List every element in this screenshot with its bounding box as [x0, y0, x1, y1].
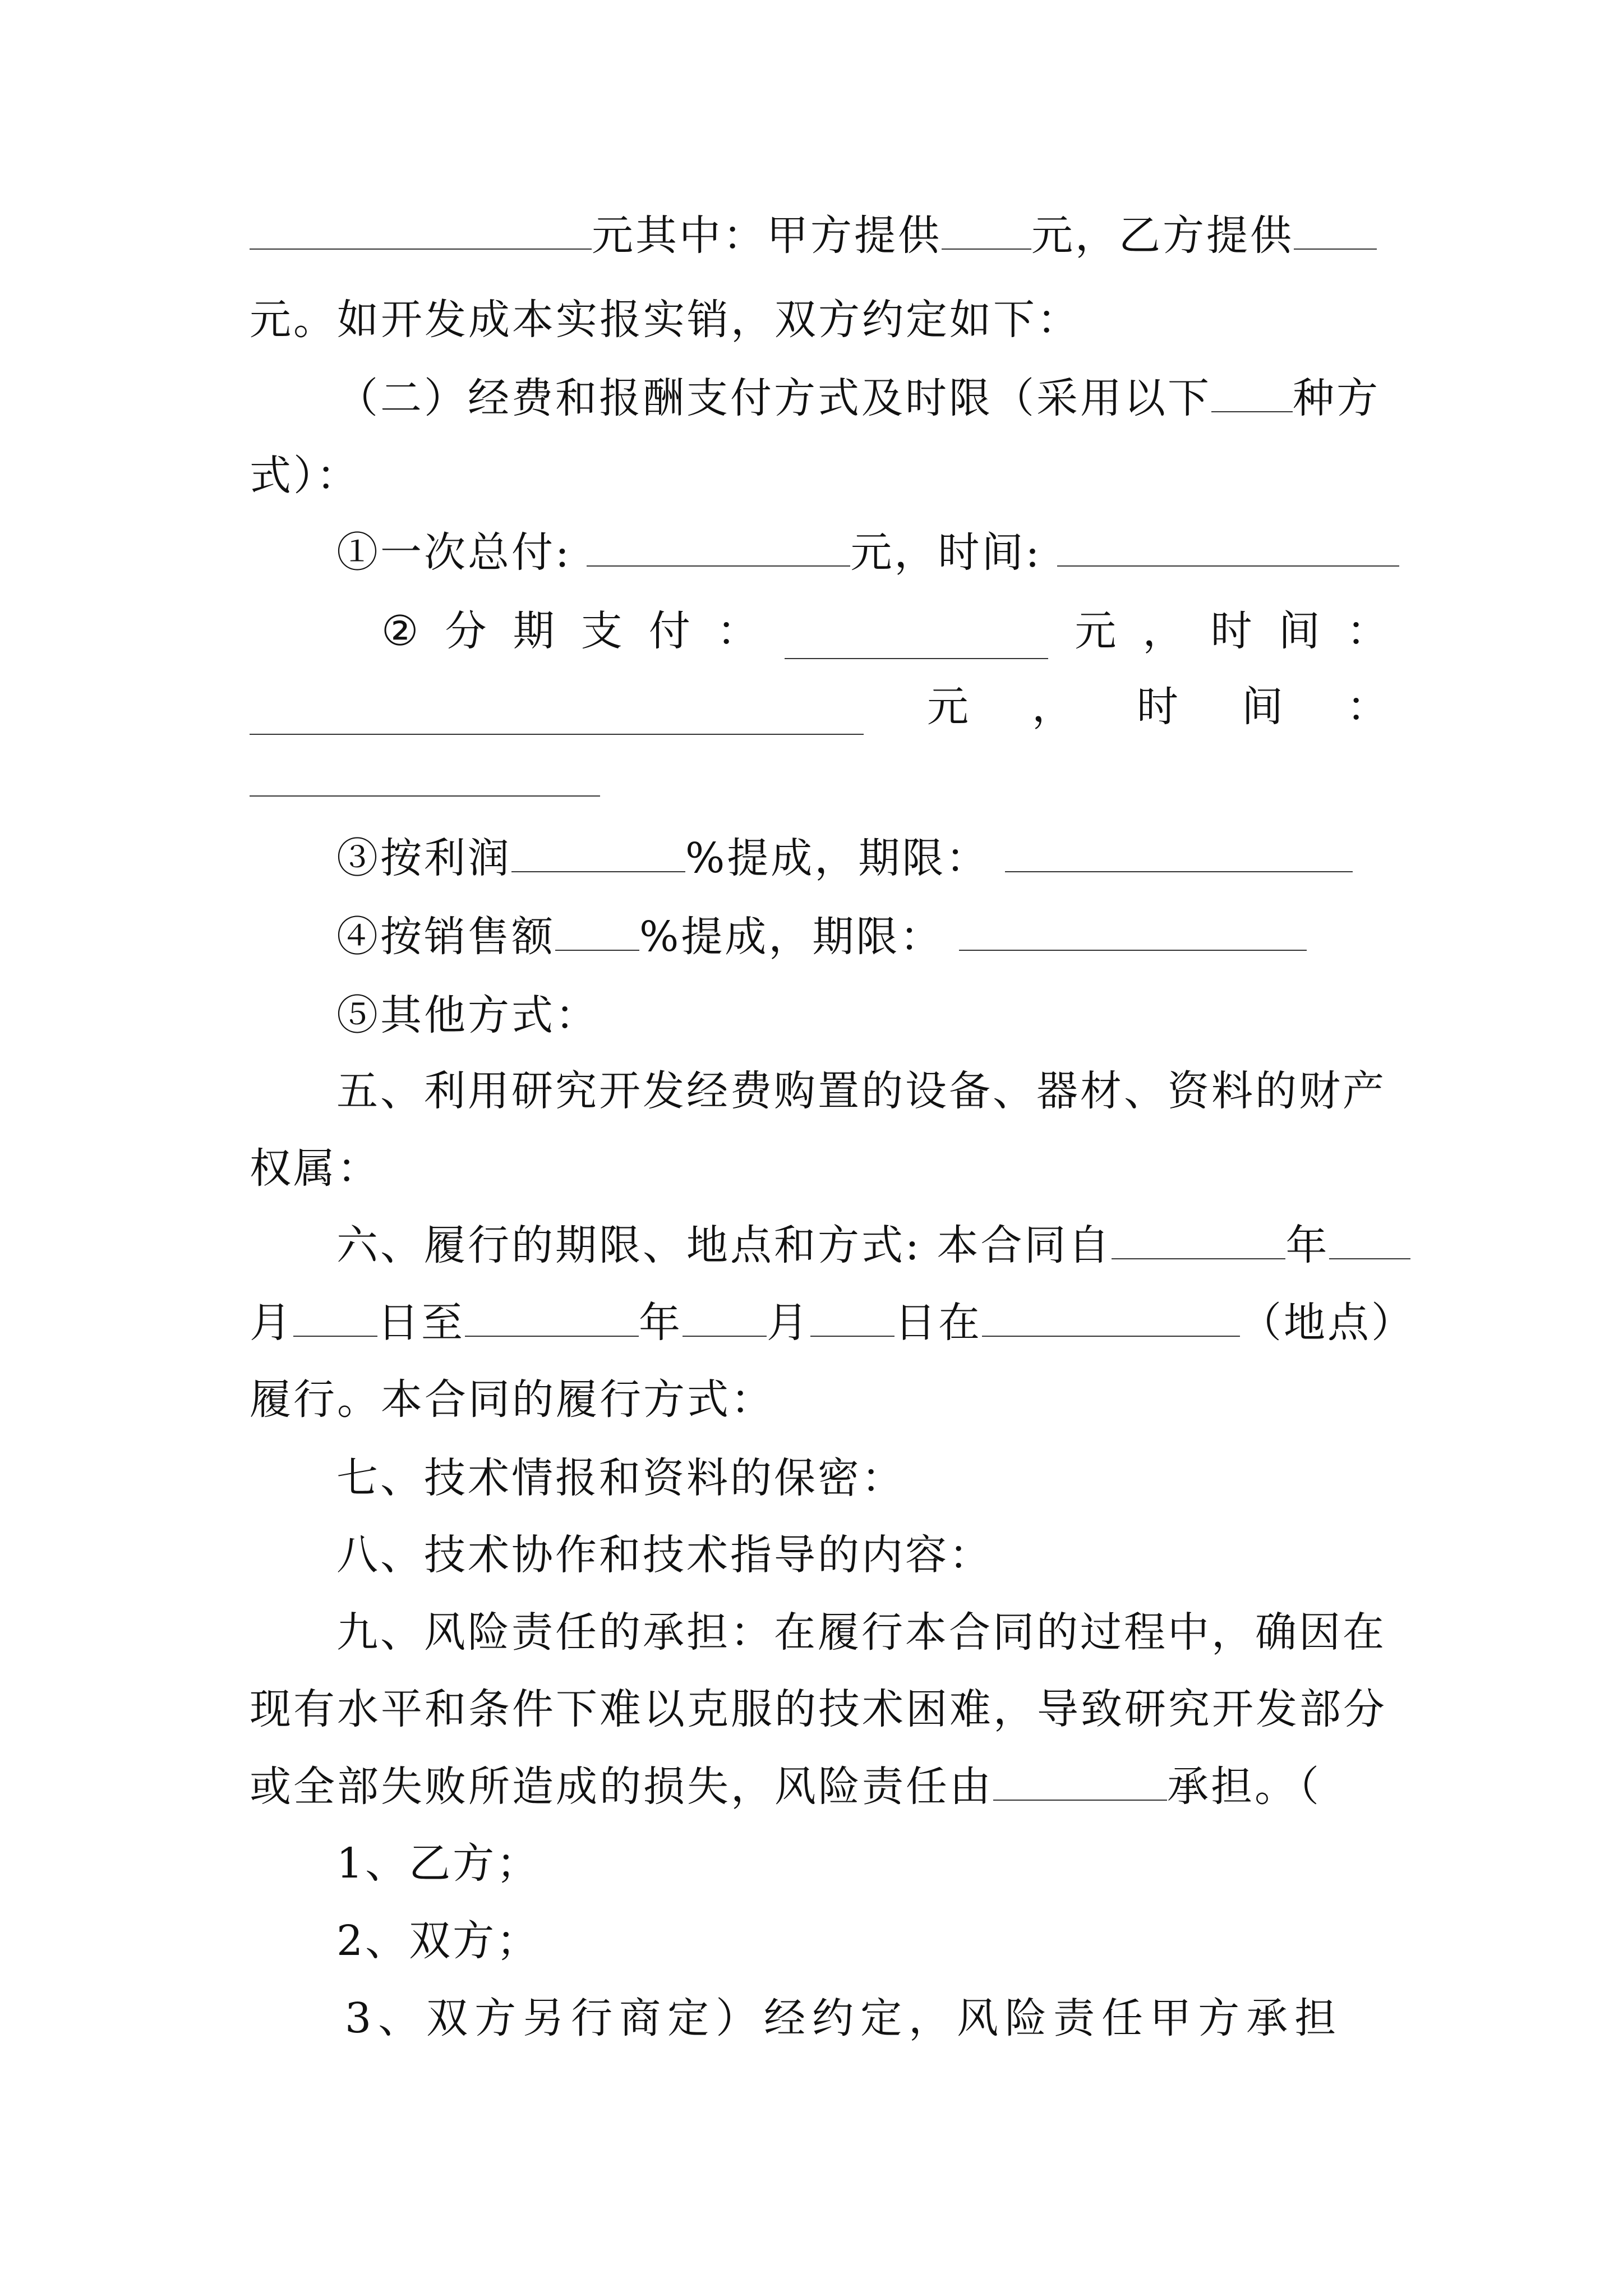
profit-term-blank[interactable]	[1005, 838, 1353, 872]
installment-amount-blank[interactable]	[785, 624, 1048, 659]
start-day-blank[interactable]	[293, 1302, 377, 1337]
section9-text-c1: 或全部失败所造成的损失，风险责任由	[250, 1763, 993, 1811]
installment-char: 付	[648, 607, 690, 655]
total-amount-blank[interactable]	[250, 215, 592, 250]
section6-method-line	[250, 1372, 774, 1428]
profit-label: ③按利润	[336, 834, 511, 882]
party-b-amount-blank[interactable]	[1294, 215, 1377, 250]
section6-nian: 年	[1285, 1221, 1330, 1269]
section7-text: 七、技术情报和资料的保密：	[336, 1454, 905, 1502]
section6-nian2: 年	[639, 1299, 683, 1347]
installment2-time-line	[250, 754, 600, 811]
section6-dates-line	[250, 1295, 1415, 1351]
section6-text-c: 履行。本合同的履行方式：	[250, 1375, 774, 1424]
payment-heading-text-a: （二）经费和报酬支付方式及时限（采用以下	[336, 374, 1211, 422]
sales-term-blank[interactable]	[959, 916, 1307, 951]
installment2-amount-blank[interactable]	[250, 700, 864, 735]
section6-yue: 月	[250, 1299, 293, 1347]
installment2-tail: ：	[1347, 683, 1388, 731]
end-month-blank[interactable]	[683, 1302, 767, 1337]
section5-cont-line	[250, 1140, 381, 1197]
installment2-line	[250, 679, 1388, 735]
section8-line	[336, 1527, 993, 1583]
installment-char: 分	[445, 607, 487, 655]
installment-char: 期	[513, 607, 555, 655]
section5-line	[336, 1063, 1386, 1119]
payment-heading-cont-line	[250, 448, 360, 504]
installment-tail: ：	[1346, 607, 1388, 655]
section5-text-a: 五、利用研究开发经费购置的设备、器材、资料的财产	[336, 1067, 1386, 1115]
installment2-tail: 时	[1137, 683, 1178, 731]
section9-text-c2: 承担。（	[1167, 1763, 1321, 1811]
section9-line	[336, 1604, 1386, 1660]
installment2-tail: 元	[927, 683, 969, 731]
installment2-time-blank[interactable]	[250, 762, 600, 797]
other-method-label: ⑤其他方式：	[336, 991, 599, 1039]
installment2-tail: ，	[1032, 683, 1073, 731]
lump-sum-line	[336, 524, 1399, 581]
section6-ri-zai: 日在	[895, 1299, 982, 1347]
risk-option-3	[345, 1990, 1343, 2046]
installment-char: 支	[580, 607, 623, 655]
budget-line	[250, 208, 1377, 264]
payment-heading-text-c: 式）：	[250, 452, 360, 500]
lump-sum-time-blank[interactable]	[1057, 532, 1399, 567]
risk-option-2	[336, 1913, 540, 1969]
other-method-line	[336, 987, 599, 1043]
profit-percent-blank[interactable]	[511, 838, 685, 872]
party-a-amount-blank[interactable]	[942, 215, 1031, 250]
installment-tail: 元	[1075, 607, 1117, 655]
profit-term-label: %提成，期限：	[685, 834, 990, 882]
section8-text: 八、技术协作和技术指导的内容：	[336, 1531, 993, 1579]
lump-sum-label: ①一次总付:	[336, 528, 571, 577]
section5-text-b: 权属：	[250, 1144, 381, 1193]
profit-line	[336, 830, 1353, 886]
risk-option-3-text: 3、双方另行商定）经约定，风险责任甲方承担	[345, 1994, 1343, 2042]
installment-tail: 间	[1278, 607, 1320, 655]
payment-heading-line	[336, 370, 1380, 426]
installment-char: ：	[717, 607, 759, 655]
installment-char: ②	[381, 607, 419, 655]
section9-cont-line	[250, 1681, 1387, 1737]
sales-line	[336, 909, 1307, 965]
sales-term-label: %提成，期限：	[639, 913, 944, 961]
section6-text-a: 六、履行的期限、地点和方式: 本合同自	[336, 1221, 1112, 1269]
budget-end-text: 元。如开发成本实报实销，双方约定如下：	[250, 296, 1081, 344]
section9-text-a: 九、风险责任的承担：在履行本合同的过程中，确因在	[336, 1608, 1386, 1657]
section9-cont2-line	[250, 1759, 1321, 1815]
installment-tail: ，	[1142, 607, 1184, 655]
end-day-blank[interactable]	[810, 1302, 895, 1337]
payment-heading-text-b: 种方	[1293, 374, 1380, 422]
section7-line	[336, 1450, 905, 1506]
risk-option-1-text: 1、乙方；	[336, 1839, 541, 1888]
start-year-blank[interactable]	[1112, 1225, 1285, 1259]
section6-ri-zhi: 日至	[377, 1299, 465, 1347]
budget-text-1: 元其中：甲方提供	[592, 211, 942, 260]
installment-tail: 时	[1210, 607, 1252, 655]
section6-didian: （地点）	[1240, 1299, 1415, 1347]
installment2-tail: 间	[1242, 683, 1283, 731]
location-blank[interactable]	[982, 1302, 1240, 1337]
budget-text-2: 元，乙方提供	[1031, 211, 1294, 260]
section6-line	[336, 1217, 1410, 1273]
risk-bearer-blank[interactable]	[993, 1766, 1167, 1801]
sales-label: ④按销售额	[336, 913, 555, 961]
section6-yue2: 月	[767, 1299, 810, 1347]
payment-method-count-blank[interactable]	[1211, 378, 1293, 412]
sales-percent-blank[interactable]	[555, 916, 639, 951]
start-month-blank[interactable]	[1329, 1225, 1410, 1259]
lump-sum-amount-blank[interactable]	[587, 532, 850, 567]
risk-option-1	[336, 1835, 540, 1892]
end-year-blank[interactable]	[465, 1302, 639, 1337]
risk-option-2-text: 2、双方；	[336, 1917, 541, 1965]
section9-text-b: 现有水平和条件下难以克服的技术困难，导致研究开发部分	[250, 1685, 1387, 1733]
lump-sum-time-label: 元，时间:	[850, 528, 1042, 577]
installment-line	[381, 603, 1388, 659]
budget-end-line	[250, 292, 1081, 348]
